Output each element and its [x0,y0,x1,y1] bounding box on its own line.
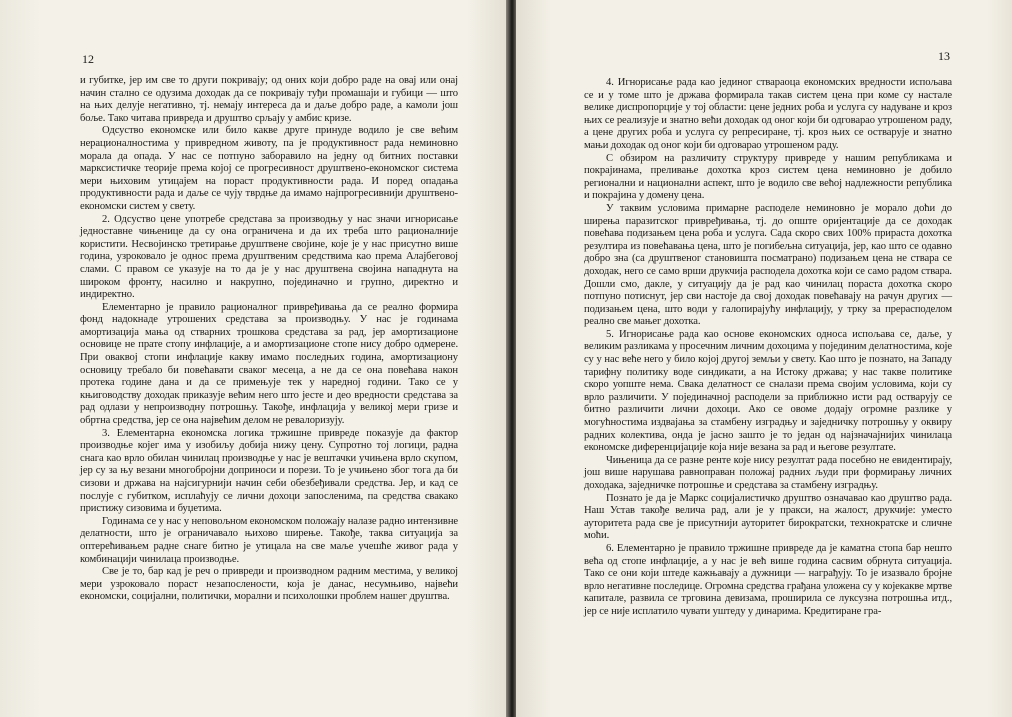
paragraph: 6. Елементарно је правило тржишне привреде да је каматна стопа бар нешто већа од стопе инфлације, а у нас је већ више година сасвим обрнута ситуација. Тако се они који штеде кажњавају а дужници — награђују. То је изазвало бројне врло негативне последице. Огромна средства грађана уложена су у којекакве мртве капитале, развила се трговина девизама, проширила се луксузна потрошња итд., јер се није исплатило чувати уштеду у динарима. Кредитиране гра- [584,542,952,617]
page-number-left: 12 [82,52,94,66]
paragraph: У таквим условима примарне расподеле неминовно је морало доћи до ширења паразитског привређивања, тј. до опште оријентације да се доходак повећава подизањем цена роба и услуга. Сада скоро свих 100% прираста дохотка резултира из повећавања цена, што је погибељна ситуација, јер, као што се одавно добро зна (са друштвеног становишта посматрано) подизањем цена не ствара се доходак, него се само врши друкчија расподела дохотка који се само радом ствара. Дошли смо, дакле, у ситуацију да је рад као чинилац пораста дохотка скоро потпуно потиснут, јер сви настоје да свој доходак повећавају на рачун других — подизањем цена, што води у галопирајућу инфлацију, у трку за прерасподелом реално све мањег дохотка. [584,202,952,328]
paragraph: Познато је да је Маркс социјалистичко друштво означавао као друштво рада. Наш Устав такође велича рад, али је у пракси, на жалост, друкчије: уместо ауторитета рада све је присутнији ауторитет бирократски, технократске и сличне моћи. [584,492,952,542]
paragraph: Одсуство економске или било какве друге принуде водило је све већим нерационалностима у привредном животу, па је продуктивност рада неминовно морала да опада. У нас се потпуно заборавило на једну од битних поставки марксистичке теорије према којој се прогресивност друштвено-економског система мери њиховим утицајем на пораст продуктивности рада. И поред опадања продуктивности рада и даље се чују тврдње да имамо најпрогресивнији друштвено-економски систем у свету. [80,125,458,212]
page-number-right: 13 [938,49,950,63]
right-page-body [584,77,952,619]
paragraph: 2. Одсуство цене употребе средстава за производњу у нас значи игнорисање једноставне чињенице да су она ограничена и да их треба што рационалније користити. Несвојинско третирање друштвене својине, које је у нас присутно више година, узроковало је однос према друштвеним средствима као према Алајбеговој слами. С правом се указује на то да је у нас друштвена својина нападнута на широком фронту, насилно и накрупно, појединачно и групно, директно и индиректно. [80,213,458,301]
paragraph: 3. Елементарна економска логика тржишне привреде показује да фактор производње којег има у изобиљу добија нижу цену. Супротно тој логици, радна снага као врло обилан чинилац производње у нас је вештачки учињена врло скупом, јер су за њу везани многобројни доприноси и порези. То је учињено због тога да би сизови и држава на најсигурнији начин себи обезбеђивали средства. Јер, и кад се послује с губитком, исплаћују се лични дохоци запосленима, па средства свакако пристижу сизовима и буџетима. [80,427,458,515]
paragraph: С обзиром на различиту структуру привреде у нашим републикама и покрајинама, преливање дохотка кроз систем цена неминовно је добило регионални и национални аспект, што је водило све већој надлежности република и покрајина у домену цена. [584,152,952,202]
paragraph: и губитке, јер им све то други покривају; од оних који добро раде на овај или онај начин стално се одузима доходак да се покривају туђи промашаји и губици — што на њих делује негативно, тј. немају интереса да и даље добро раде, а камоли још боље. Тако читава привреда и друштво срљају у амбис кризе. [80,75,458,124]
paragraph: Све је то, бар кад је реч о привреди и производном радним местима, у великој мери узроковало пораст незапослености, која је данас, несумњиво, највећи економски, социјални, политички, морални и психолошки проблем нашег друштва. [80,566,458,603]
paragraph: Годинама се у нас у неповољном економском положају налазе радно интензивне делатности, што је ограничавало њихово ширење. Такође, таква ситуација за оптерећивањем радне снаге битно је утицала на све маље учешће живог рада у комбинацији чинилаца производње. [80,515,458,565]
paragraph: 5. Игнорисање рада као основе економских односа испољава се, даље, у великим разликама у просечним личним дохоцима у појединим делатностима, које су у нас веће него у било којој другој земљи у свету. Као што је познато, на Западу тарифну политику воде синдикати, а на Истоку држава; у нас такве политике скоро уопште нема. Свака делатност се сналази према својим условима, који су врло различити. У појединачној расподели за приближно исти рад остварују се битно различити лични дохоци. Ако се овоме додају огромне разлике у могућностима издвајања за стамбену изградњу и заједничку потрошњу у оквиру радних колектива, онда је јасно зашто је то један од најзначајнијих чинилаца економске диференцијације која није везана за рад и његове резултате. [584,328,952,454]
paragraph: Чињеница да се разне ренте које нису резултат рада посебно не евидентирају, још више нарушава равноправан положај радних људи при формирању личних доходака, заједничке потрошње и средстава за стамбену изградњу. [584,454,952,491]
right-page [516,0,1012,717]
left-page-body [80,75,458,604]
paragraph: 4. Игнорисање рада као јединог ствараоца економских вредности испољава се и у томе што је држава формирала такав систем цена при коме су настале велике диспропорције у тој области: цене једних роба и услуга су надуване и кроз њих се реализује и знатно већи доходак од оног који би одговарао утрошеном раду, а цене других роба и услуга су репресиране, тј. кроз њих се остварује и знатно мањи доходак од оног који би одговарао утрошеном раду. [584,77,952,151]
paragraph: Елементарно је правило рационалног привређивања да се реално формира фонд надокнаде утрошених средстава за производњу. У нас је годинама амортизација мања од стварних трошкова средстава за рад, јер амортизационе основице не прате стопу инфлације, а и амортизационе стопе нису добро одмерене. При оваквој стопи инфлације какву имамо последњих година, амортизациону основицу требало би повећавати сваког месеца, а не да се она повећава након протека године дана и да се примењује тек у наредној години. Тако се у књиговодству доходак приказује већим него што јесте и део вредности средстава за рад одлази у непроизводну потрошњу. Такође, инфлација у великој мери гризе и обртна средства, јер се она највећим делом не ревалоризују. [80,301,458,427]
